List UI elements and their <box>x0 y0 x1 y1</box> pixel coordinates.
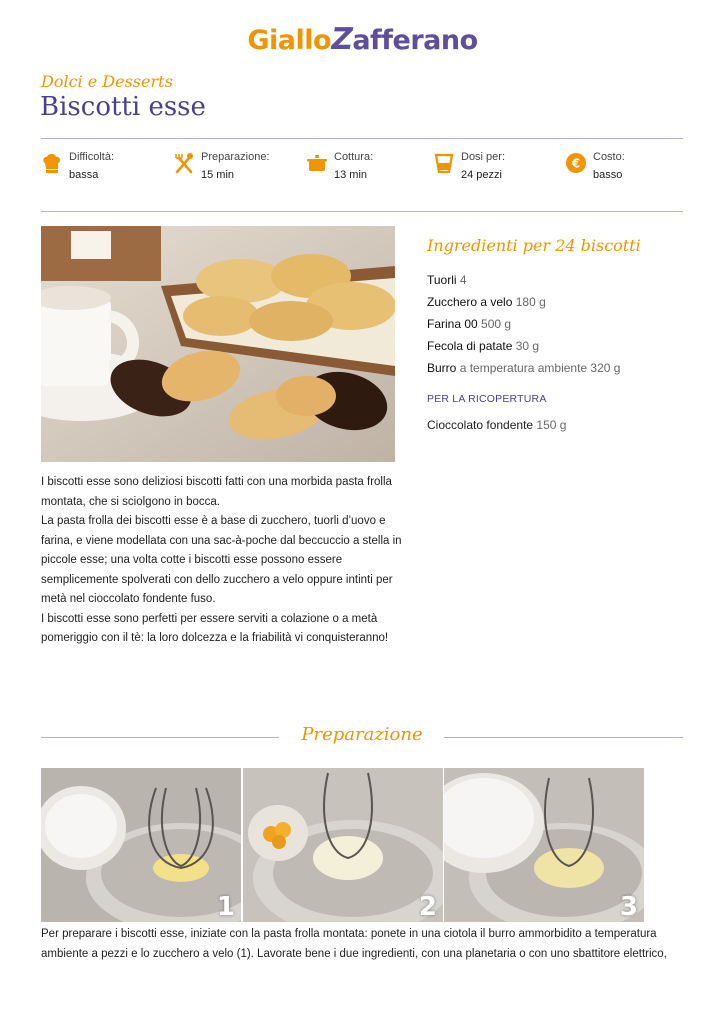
intro-paragraph: La pasta frolla dei biscotti esse è a base di zucchero, tuorli d’uovo e farina, e viene modellata con una sac-à-poche dal beccuccio a stella in piccole esse; una volta cotte i biscotti esse possono essere semplicemente spolverati con dello zucchero a velo oppure intinti per metà nel cioccolato fondente fuso. <box>41 515 402 605</box>
intro-paragraph: I biscotti esse sono deliziosi biscotti fatti con una morbida pasta frolla montata, che si sciolgono in bocca. <box>41 476 392 508</box>
step-number: 1 <box>216 892 235 922</box>
ingredients-list <box>427 272 620 382</box>
page-title: Biscotti esse <box>40 92 206 122</box>
recipe-intro <box>41 473 406 649</box>
measuring-cup-icon <box>433 152 455 174</box>
ingredients-subheading: PER LA RICOPERTURA <box>427 393 547 405</box>
preparation-heading: Preparazione <box>301 724 423 745</box>
recipe-category: Dolci e Desserts <box>41 72 173 91</box>
euro-coin-icon <box>565 152 587 174</box>
ingredient-item: Tuorli 4 <box>427 273 467 287</box>
step-number: 2 <box>418 892 437 922</box>
ingredient-item: Fecola di patate 30 g <box>427 339 540 353</box>
ingredient-item: Farina 00 500 g <box>427 317 512 331</box>
pot-icon <box>306 152 328 174</box>
recipe-photo <box>41 226 395 462</box>
utensils-icon <box>173 152 195 174</box>
chef-hat-icon <box>41 152 63 174</box>
divider <box>41 211 683 212</box>
coating-ingredients-list <box>427 417 566 434</box>
step-photo-3 <box>444 768 644 922</box>
step-photo-2 <box>243 768 443 922</box>
preparation-text: Per preparare i biscotti esse, iniziate con la pasta frolla montata: ponete in una ciotola il burro ammorbidito a temperatura ambiente a pezzi e lo zucchero a velo (1). Lavorate bene i due ingredienti, con una planetaria o con uno sbattitore elettrico, <box>41 928 667 960</box>
divider <box>444 737 683 738</box>
giallozafferano-logo: GialloZafferano <box>247 22 478 57</box>
intro-paragraph: I biscotti esse sono perfetti per essere serviti a colazione o a metà pomeriggio con il tè: la loro dolcezza e la friabilità vi conquisteranno! <box>41 612 389 644</box>
step-number: 3 <box>619 892 638 922</box>
ingredient-item: Burro a temperatura ambiente 320 g <box>427 361 621 375</box>
divider <box>41 737 279 738</box>
svg-text:€: € <box>571 156 581 171</box>
ingredients-title: Ingredienti per 24 biscotti <box>427 236 641 255</box>
ingredient-item: Zucchero a velo 180 g <box>427 295 546 309</box>
step-photo-1 <box>41 768 241 922</box>
ingredient-item: Cioccolato fondente 150 g <box>427 418 567 432</box>
divider <box>41 138 683 139</box>
